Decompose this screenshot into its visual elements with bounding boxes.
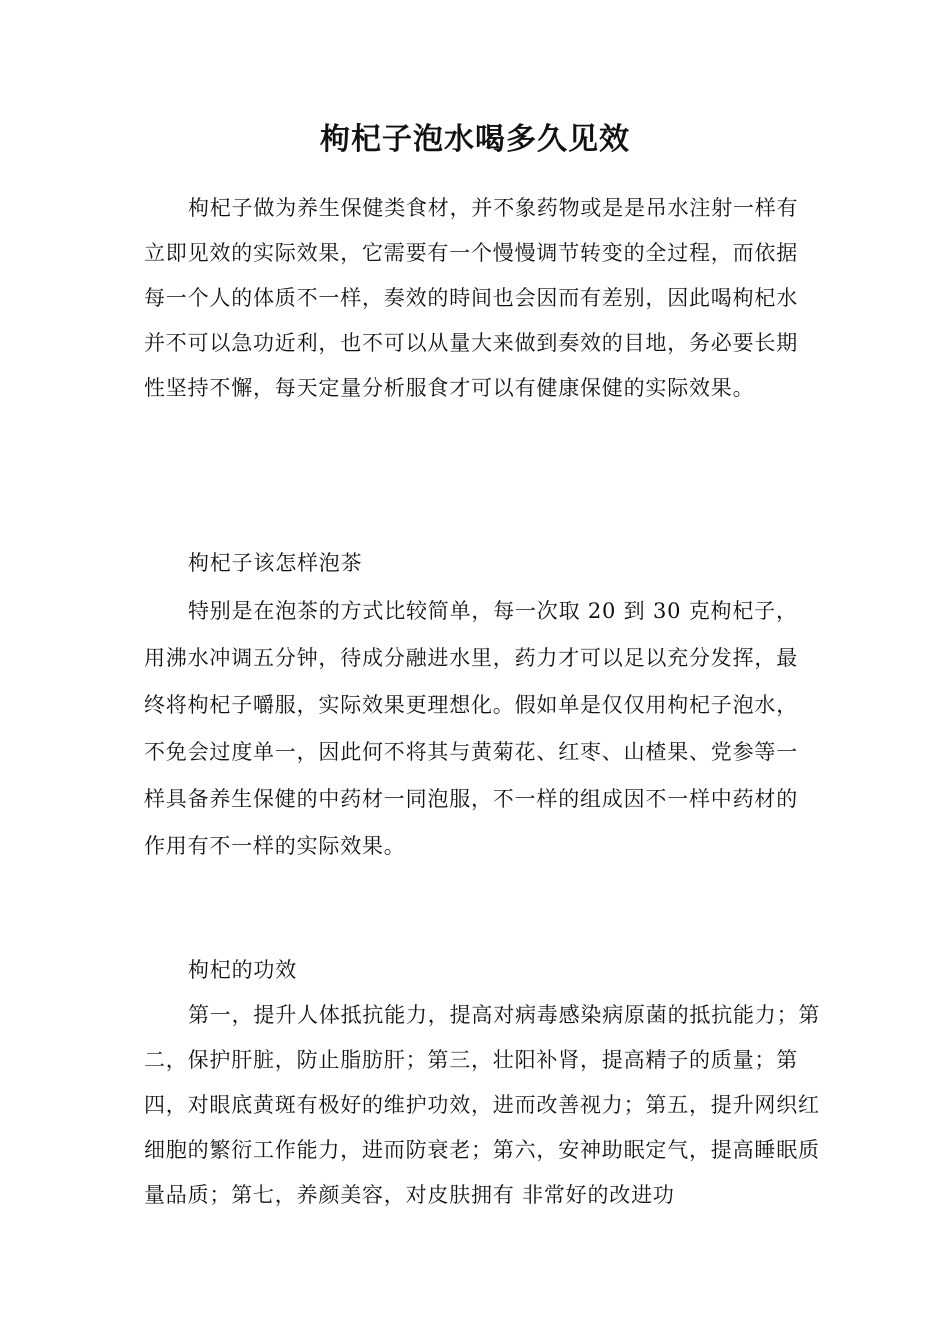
benefits-paragraph: 第一，提升人体抵抗能力，提高对病毒感染病原菌的抵抗能力；第二，保护肝脏，防止脂肪肝；第三，壮阳补肾，提高精子的质量；第四，对眼底黄斑有极好的维护功效，进而改善视力；第五，提升网织红细胞的繁衍工作能力，进而防衰老；第六，安神助眠定气，提高睡眠质量品质；第七，养颜美容，对皮肤拥有 非常好的改进功 (144, 1003, 821, 1207)
document-title: 枸杞子泡水喝多久见效 (320, 122, 630, 157)
brewing-paragraph: 特别是在泡茶的方式比较简单，每一次取 20 到 30 克枸杞子，用沸水冲调五分钟，待成分融进水里，药力才可以足以充分发挥，最终将枸杞子嚼服，实际效果更理想化。假如单是仅仅用枸杞子泡水，不免会过度单一，因此何不将其与黄菊花、红枣、山楂果、党参等一样具备养生保健的中药材一同泡服，不一样的组成因不一样中药材的作用有不一样的实际效果。 (144, 599, 798, 858)
section-heading-benefits: 枸杞的功效 (188, 958, 297, 982)
intro-paragraph: 枸杞子做为养生保健类食材，并不象药物或是是吊水注射一样有立即见效的实际效果，它需要有一个慢慢调节转变的全过程，而依据每一个人的体质不一样，奏效的時间也会因而有差别，因此喝枸杞水并不可以急功近利，也不可以从量大来做到奏效的目地，务必要长期性坚持不懈，每天定量分析服食才可以有健康保健的实际效果。 (144, 196, 799, 400)
section-heading-brewing: 枸杞子该怎样泡茶 (188, 551, 363, 575)
